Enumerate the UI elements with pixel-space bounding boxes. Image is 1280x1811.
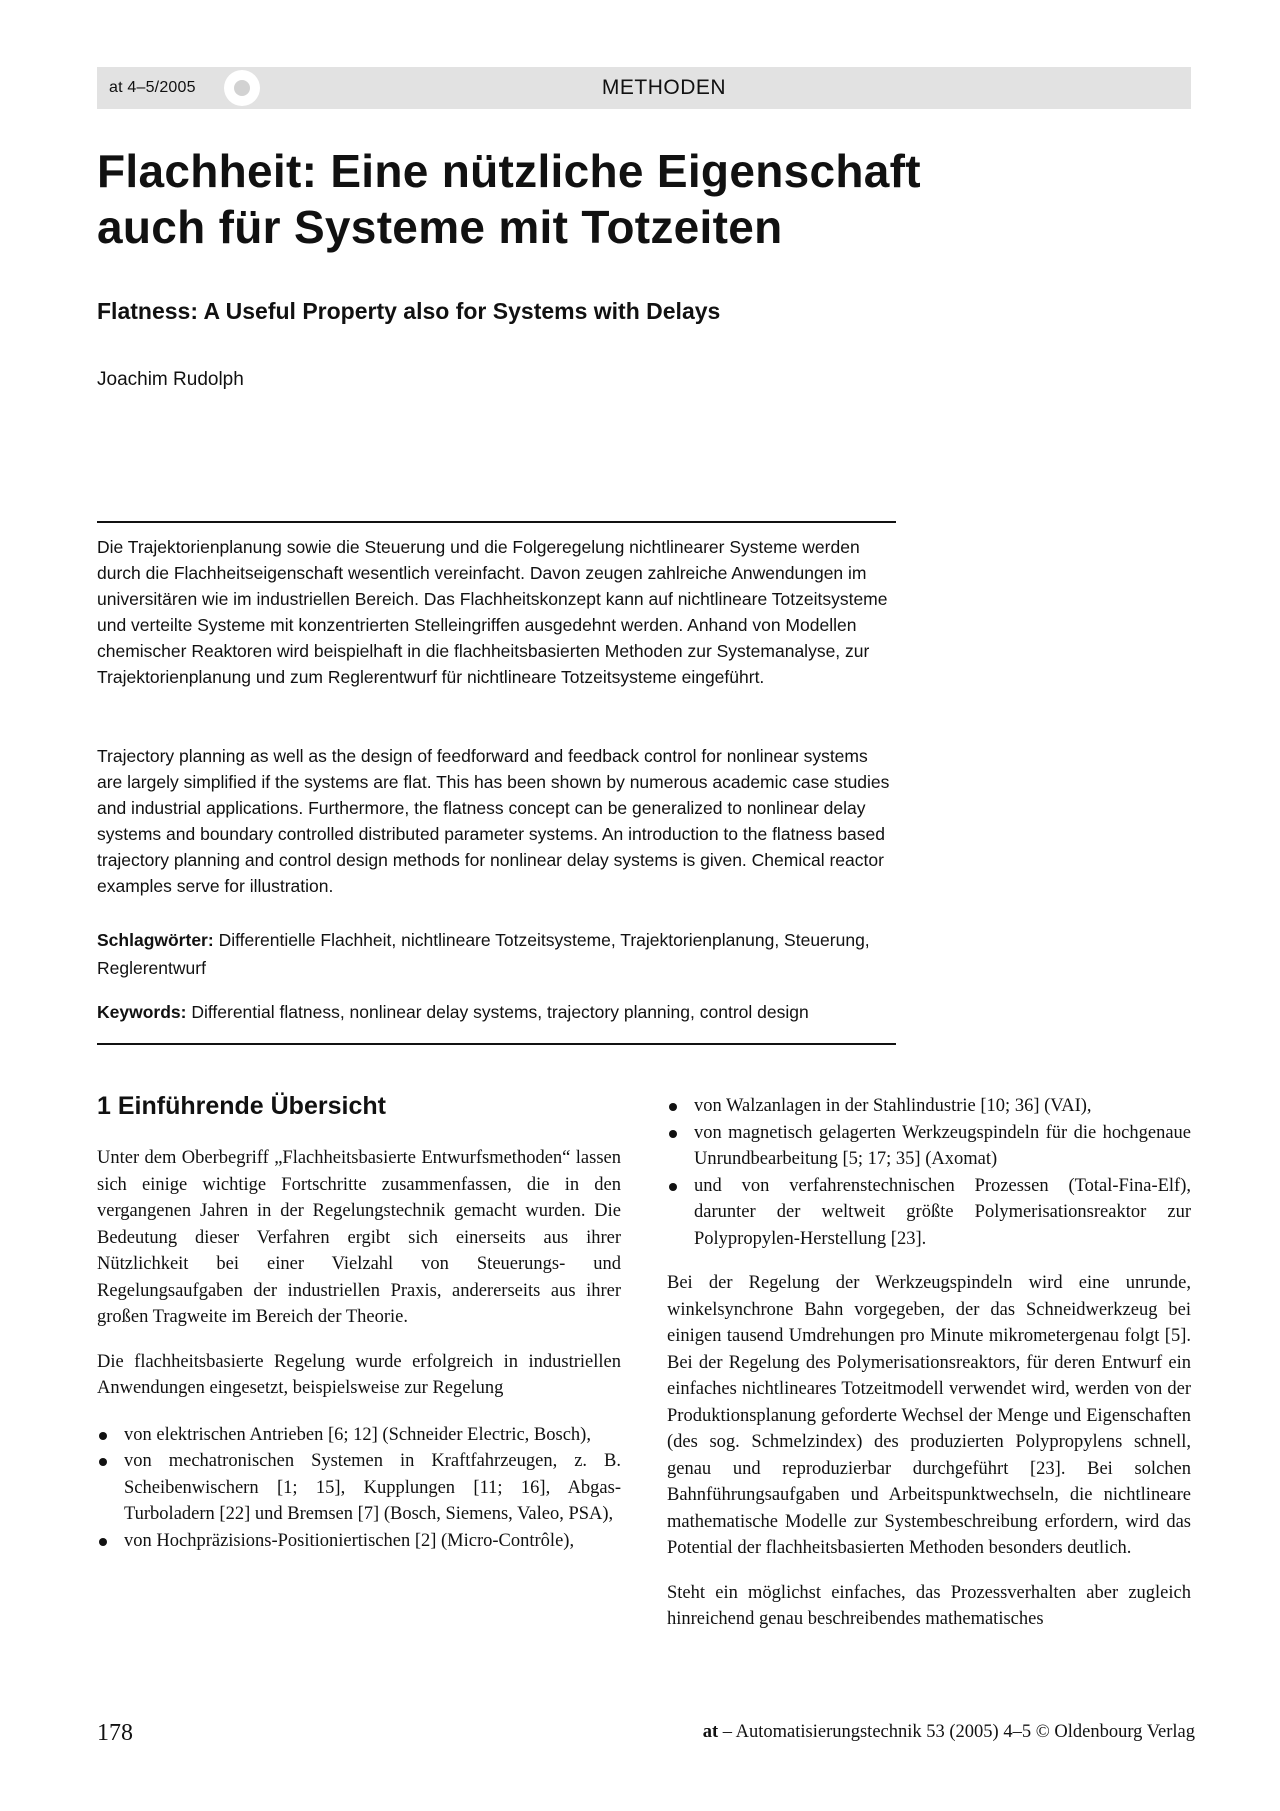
section-heading: 1 Einführende Übersicht — [97, 1092, 386, 1120]
journal-details: – Automatisierungstechnik 53 (2005) 4–5 © Oldenbourg Verlag — [718, 1722, 1195, 1742]
keywords-english — [97, 998, 897, 1026]
article-title — [97, 143, 1097, 255]
paragraph-3: Bei der Regelung der Werkzeugspindeln wird eine unrunde, winkelsynchrone Bahn vorgegeben, der das Schneidwerkzeug bei einigen tausend Umdrehungen pro Minute mikrometergenau folgt [5]. Bei der Regelung des Polymerisationsreaktors, für deren Entwurf ein einfaches nichtlineares Totzeitmodell verwendet wird, werden von der Produktionsplanung geforderte Wechsel der Menge und Eigenschaften (des sog. Schmelzindex) des produzierten Polypropylens schnell, genau und reproduzierbar durchgeführt [23]. Bei solchen Bahnführungsaufgaben und Arbeitspunktwechseln, die nichtlineare mathematische Modelle zur Systembeschreibung erfordern, wird das Potential der flachheitsbasierten Methoden besonders deutlich. — [667, 1273, 1191, 1558]
keywords-german-label: Schlagwörter: — [97, 930, 214, 950]
journal-citation — [703, 1722, 1195, 1743]
author-name: Joachim Rudolph — [97, 369, 244, 390]
list-item: von Hochpräzisions-Positioniertischen [2] (Micro-Contrôle), — [97, 1528, 621, 1555]
keywords-german-text: Differentielle Flachheit, nichtlineare Totzeitsysteme, Trajektorienplanung, Steuerung, Reglerentwurf — [97, 930, 870, 978]
list-item: von Walzanlagen in der Stahlindustrie [10; 36] (VAI), — [667, 1093, 1191, 1120]
article-subtitle: Flatness: A Useful Property also for Systems with Delays — [97, 298, 721, 324]
list-item: von magnetisch gelagerten Werkzeugspindeln für die hochgenaue Unrundbearbeitung [5; 17; 35] (Axomat) — [667, 1120, 1191, 1173]
issue-label: at 4–5/2005 — [109, 79, 196, 96]
section-label: METHODEN — [601, 76, 727, 99]
article-title-line-2: auch für Systeme mit Totzeiten — [97, 201, 783, 253]
paragraph-2: Die flachheitsbasierte Regelung wurde erfolgreich in industriellen Anwendungen eingesetzt, beispielsweise zur Regelung — [97, 1351, 621, 1398]
right-column — [667, 1093, 1191, 1633]
abstract-bottom-rule — [97, 1043, 896, 1045]
abstract-german: Die Trajektorienplanung sowie die Steuerung und die Folgeregelung nichtlinearer Systeme werden durch die Flachheitseigenschaft wesentlich vereinfacht. Davon zeugen zahlreiche Anwendungen im universitären wie im industriellen Bereich. Das Flachheitskonzept kann auf nichtlineare Totzeitsysteme und verteilte Systeme mit konzentrierten Stelleingriffen ausgedehnt werden. Anhand von Modellen chemischer Reaktoren wird beispielhaft in die flachheitsbasierten Methoden zur Systemanalyse, zur Trajektorienplanung und zum Reglerentwurf für nichtlineare Totzeitsysteme eingeführt. — [97, 537, 888, 687]
abstract-english: Trajectory planning as well as the design of feedforward and feedback control for nonlinear systems are largely simplified if the systems are flat. This has been shown by numerous academic case studies and industrial applications. Furthermore, the flatness concept can be generalized to nonlinear delay systems and boundary controlled distributed parameter systems. An introduction to the flatness based trajectory planning and control design methods for nonlinear delay systems is given. Chemical reactor examples serve for illustration. — [97, 746, 890, 896]
journal-abbreviation: at — [702, 1722, 719, 1742]
application-list-left — [97, 1422, 621, 1555]
keywords-german — [97, 926, 897, 982]
list-item: von mechatronischen Systemen in Kraftfahrzeugen, z. B. Scheibenwischern [1; 15], Kupplungen [11; 16], Abgas-Turboladern [22] und Bremsen [7] (Bosch, Siemens, Valeo, PSA), — [97, 1448, 621, 1528]
application-list-right — [667, 1093, 1191, 1252]
keywords-english-label: Keywords: — [97, 1002, 187, 1022]
paragraph-4: Steht ein möglichst einfaches, das Prozessverhalten aber zugleich hinreichend genau beschreibendes mathematisches — [667, 1582, 1191, 1629]
list-item: und von verfahrenstechnischen Prozessen (Total-Fina-Elf), darunter der weltweit größte Polymerisationsreaktor zur Polypropylen-Herstellung [23]. — [667, 1173, 1191, 1253]
page-number: 178 — [97, 1720, 133, 1746]
article-title-line-1: Flachheit: Eine nützliche Eigenschaft — [97, 145, 921, 197]
left-column — [97, 1145, 621, 1554]
abstract-top-rule — [97, 521, 896, 523]
paragraph-1: Unter dem Oberbegriff „Flachheitsbasierte Entwurfsmethoden“ lassen sich einige wichtige Fortschritte zusammenfassen, die in den vergangenen Jahren in der Regelungstechnik gemacht wurden. Die Bedeutung dieser Verfahren ergibt sich einerseits aus ihrer Nützlichkeit bei einer Vielzahl von Steuerungs- und Regelungsaufgaben der industriellen Praxis, andererseits aus ihrer großen Tragweite im Bereich der Theorie. — [97, 1148, 621, 1327]
list-item: von elektrischen Antrieben [6; 12] (Schneider Electric, Bosch), — [97, 1422, 621, 1449]
running-header — [97, 67, 1191, 109]
keywords-english-text: Differential flatness, nonlinear delay systems, trajectory planning, control design — [186, 1002, 809, 1022]
